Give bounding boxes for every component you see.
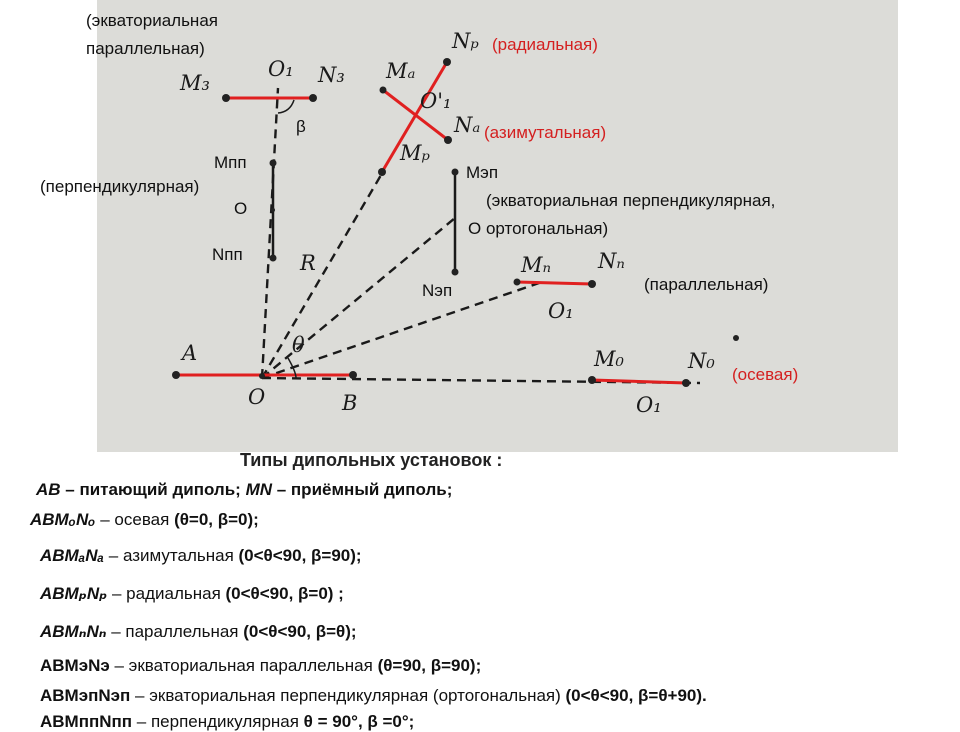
legend-params: θ = 90°, β =0°; [303,712,415,731]
legend-name: – радиальная [107,584,226,603]
legend-line-1 [36,480,452,500]
hw-O1-right: O₁ [548,299,574,323]
dipole-MnNn [517,282,592,284]
legend-ab-desc: – питающий диполь; [60,480,246,499]
legend-line-7 [40,686,707,706]
legend-name: – экваториальная перпендикулярная (ортогональная) [130,686,566,705]
point-Mo [588,376,596,384]
point-Ma [380,87,387,94]
hw-O: O [248,385,266,409]
hw-O1-mid: O'₁ [420,89,452,113]
hw-Ma: Mₐ [386,59,416,83]
hw-Mo: M₀ [594,347,624,371]
point-M3 [222,94,230,102]
legend-name: – экваториальная параллельная [109,656,378,675]
legend-code: ABMₙNₙ [40,622,107,641]
legend-params: (0<θ<90, β=θ+90). [565,686,707,705]
legend-name: – перпендикулярная [132,712,304,731]
legend-title: Типы дипольных установок : [240,450,503,470]
label-orthogonal: O ортогональная) [468,219,609,238]
point-stray [733,335,739,341]
label-azimuthal: (азимутальная) [484,123,607,142]
label-perpendicular: (перпендикулярная) [40,177,200,196]
hw-Mn: Mₙ [521,253,552,277]
hw-O1-top: O₁ [268,57,294,81]
hw-No: N₀ [688,349,715,373]
hw-R: R [300,251,316,275]
hw-Nn: Nₙ [598,249,625,273]
point-Np [443,58,451,66]
point-Na [444,136,452,144]
legend-params: (θ=90, β=90); [377,656,482,675]
point-Mep [452,169,459,176]
label-beta: β [296,117,306,136]
legend-code: ABMₒNₒ [30,510,96,529]
label-parallel: (параллельная) [644,275,769,294]
point-No [682,379,690,387]
hw-Mp: Mₚ [400,141,430,165]
legend-code: ABMппNпп [40,712,133,731]
hw-M3: M₃ [180,71,210,95]
legend-code: ABMₐNₐ [40,546,105,565]
hw-O1-bottom: O₁ [636,393,662,417]
label-Nep: Nэп [422,281,453,300]
legend-params: (θ=0, β=0); [174,510,259,529]
legend-name: – параллельная [106,622,244,641]
legend-code: ABMэпNэп [40,686,131,705]
legend-line-6 [40,656,481,676]
point-N3 [309,94,317,102]
hw-A: A [182,341,198,365]
legend-params: (0<θ<90, β=θ); [243,622,357,641]
legend-params: (0<θ<90, β=90); [238,546,362,565]
hw-N3: N₃ [318,63,345,87]
legend [0,446,960,731]
label-eq-parallel-1: (экваториальная [86,11,218,30]
legend-line-3 [40,546,362,566]
point-O [259,373,265,379]
legend-name: – осевая [95,510,175,529]
point-Npp [270,255,277,262]
label-Mpp: Mпп [214,153,247,172]
label-Npp: Nпп [212,245,243,264]
legend-line-5 [40,622,357,642]
label-axial: (осевая) [732,365,799,384]
point-A [172,371,180,379]
hw-B: B [342,391,358,415]
point-Mp [378,168,386,176]
legend-mn: MN [245,480,273,499]
label-O-pp: O [234,199,248,218]
hw-theta: θ [292,333,305,357]
label-eq-perp: (экваториальная перпендикулярная, [486,191,776,210]
label-eq-parallel-2: параллельная) [86,39,205,58]
label-radial: (радиальная) [492,35,598,54]
point-Mn [514,279,521,286]
legend-name: – азимутальная [104,546,239,565]
legend-params: (0<θ<90, β=0) ; [225,584,344,603]
point-Mpp [270,160,277,167]
point-Opp [271,208,275,212]
point-Nn [588,280,596,288]
label-Mep: Mэп [466,163,499,182]
legend-code: ABMₚNₚ [40,584,108,603]
legend-line-4 [40,584,344,604]
hw-Np: Nₚ [452,29,479,53]
legend-code: ABMэNэ [40,656,110,675]
point-B [349,371,357,379]
hw-Na: Nₐ [454,113,481,137]
legend-ab: AB [36,480,61,499]
legend-line-8 [40,712,414,732]
legend-mn-desc: – приёмный диполь; [272,480,453,499]
legend-line-2 [30,510,259,530]
point-Nep [452,269,459,276]
